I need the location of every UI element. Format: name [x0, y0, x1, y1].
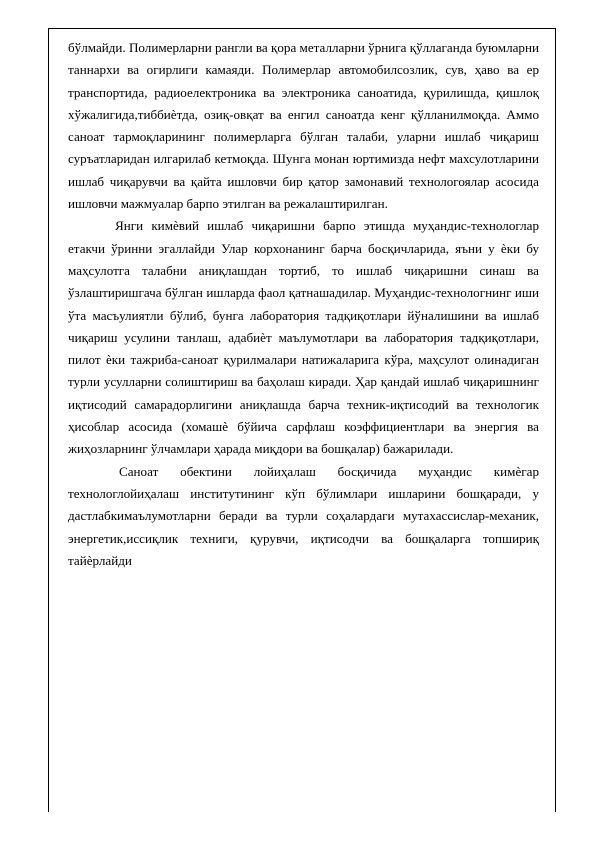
document-body	[68, 37, 539, 572]
paragraph-polymers: бўлмайди. Полимерларни рангли ва қора металларни ўрнига қўллаганда буюмларни таннархи ва огирлиги камаяди. Полимерлар автомобилсозлик, сув, ҳаво ва ер транспортида, радиоелектроника ва электроника саноатида, қурилишда, қишлоқ хўжалигида,тиббиѐтда, озиқ-овқат ва енгил саноатда кенг қўлланилмоқда. Аммо саноат тармоқларининг полимерларга бўлган талаби, уларни ишлаб чиқариш суръатларидан илгарилаб кетмоқда. Шунга монан юртимизда нефт махсулотларини ишлаб чиқарувчи ва қайта ишловчи бир қатор замонавий технологоялар асосида ишловчи мажмуалар барпо этилган ва режалаштирилган.	[68, 40, 539, 212]
paragraph-design-stage: Саноат обектини лойиҳалаш босқичида муҳандис кимѐгар технологлойиҳалаш институтининг кўп бўлимлари ишларини бошқаради, у дастлабкимаълумотларни беради ва турли соҳалардаги мутахассислар-механик, энергетик,иссиқлик техниги, қурувчи, иқтисодчи ва бошқаларга топшириқ тайѐрлайди	[68, 463, 539, 568]
paragraph-engineer-technologists: Янги кимѐвий ишлаб чиқаришни барпо этишда муҳандис-технологлар етакчи ўринни эгаллайди Улар корхонанинг барча босқичларида, яъни у ѐки бу маҳсулотга талабни аниқлашдан тортиб, то ишлаб чиқаришни синаш ва ўзлаштиришгача бўлган ишларда фаол қатнашадилар. Муҳандис-технологнинг иши ўта масъулиятли бўлиб, бунга лаборатория тадқиқотлари йўналишини ва ишлаб чиқариш усулини танлаш, адабиѐт маълумотлари ва лаборатория тадқиқотлари, пилот ѐки тажриба-саноат қурилмалари натижаларига кўра, маҳсулот олинадиган турли усулларни солиштириш ва баҳолаш киради. Ҳар қандай ишлаб чиқаришнинг иқтисодий самарадорлигини аниқлашда барча техник-иқтисодий ва технологик ҳисоблар асосида (хомашѐ бўйича сарфлаш коэффициентлари ва энергия ва жиҳозларнинг ўлчамлари ҳарада миқдори ва бошқалар) бажарилади.	[68, 218, 539, 457]
